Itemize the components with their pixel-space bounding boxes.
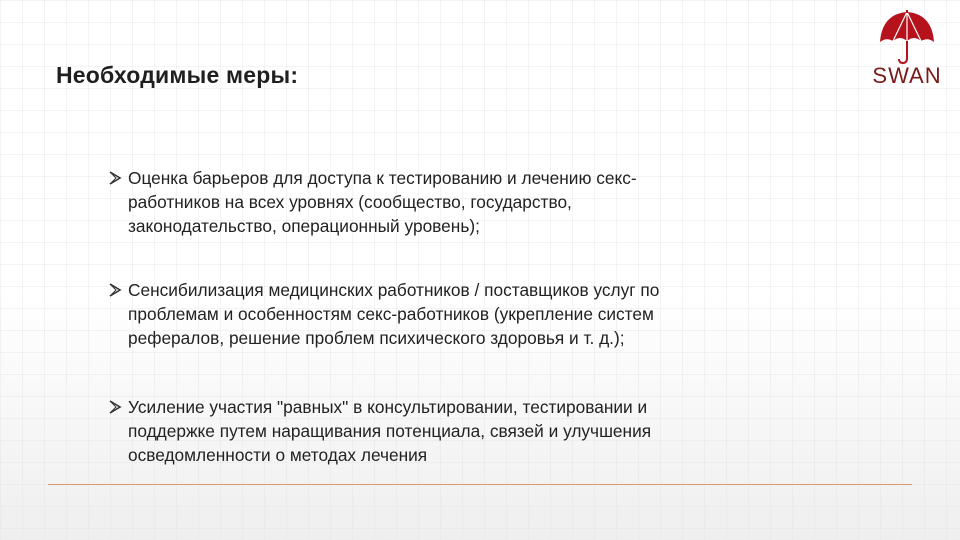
logo-text: SWAN <box>872 63 942 88</box>
slide-title: Необходимые меры: <box>56 62 299 88</box>
bullet-text: Оценка барьеров для доступа к тестированию и лечению секс- работников на всех уровнях (сообщество, государство, законодательство, операционный уровень); <box>128 168 637 236</box>
arrow-bullet-icon <box>108 282 122 298</box>
arrow-bullet-icon <box>108 170 122 186</box>
bullet-item <box>108 166 637 238</box>
arrow-bullet-icon <box>108 399 122 415</box>
bullet-item <box>108 278 659 350</box>
swan-logo <box>872 4 942 92</box>
bullet-item <box>108 395 651 467</box>
footer-divider <box>48 484 912 485</box>
bullet-text: Сенсибилизация медицинских работников / поставщиков услуг по проблемам и особенностям секс-работников (укрепление систем рефералов, решение проблем психического здоровья и т. д.); <box>128 280 660 348</box>
bullet-text: Усиление участия "равных" в консультировании, тестировании и поддержке путем наращивания потенциала, связей и улучшения осведомленности о методах лечения <box>128 397 652 465</box>
umbrella-icon <box>880 10 934 63</box>
